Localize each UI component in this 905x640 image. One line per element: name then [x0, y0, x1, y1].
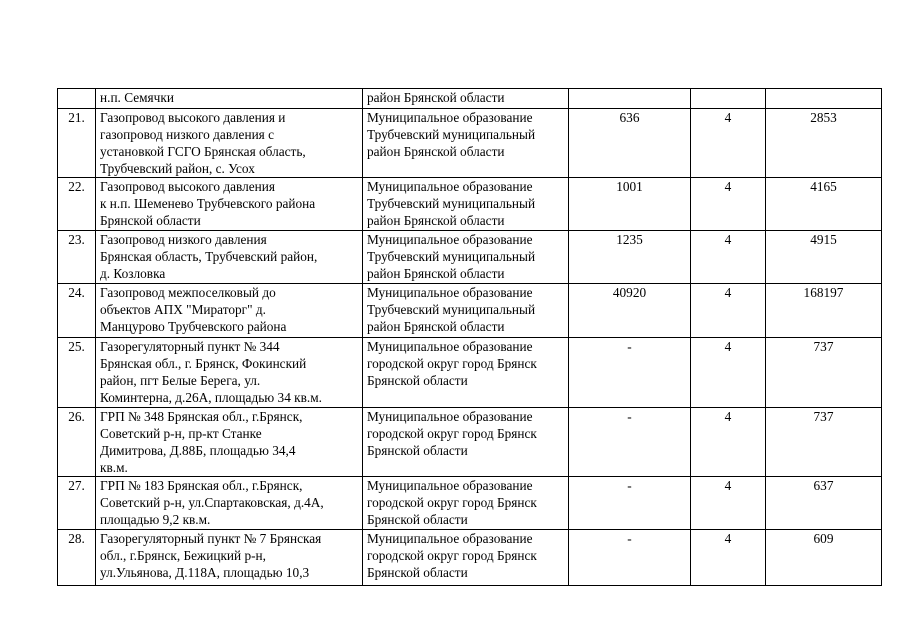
owner-name-cell	[363, 284, 569, 338]
owner-name: Муниципальное образование Трубчевский муниципальный район Брянской области	[367, 285, 536, 334]
table-row	[58, 338, 882, 408]
facility-name: Газопровод высокого давления и газопровод низкого давления с установкой ГСГО Брянская область, Трубчевский район, с. Усох	[100, 110, 306, 176]
length-value-cell	[569, 178, 691, 231]
length-value-cell	[569, 109, 691, 178]
category-value-cell	[691, 231, 766, 284]
category-value: 4	[724, 531, 732, 546]
table-row	[58, 477, 882, 530]
amount-value: 637	[813, 478, 834, 493]
row-number-cell	[58, 178, 96, 231]
row-number: 26.	[68, 409, 85, 424]
facility-name: Газопровод низкого давления Брянская область, Трубчевский район, д. Козловка	[100, 232, 318, 281]
owner-name-cell	[363, 477, 569, 530]
length-value-cell	[569, 408, 691, 477]
amount-value-cell	[766, 477, 882, 530]
row-number-cell	[58, 338, 96, 408]
amount-value: 737	[813, 339, 834, 354]
facility-name: Газорегуляторный пункт № 344 Брянская обл., г. Брянск, Фокинский район, пгт Белые Берега, ул. Коминтерна, д.26А, площадью 34 кв.м.	[100, 339, 322, 405]
length-value-cell	[569, 284, 691, 338]
row-number-cell	[58, 109, 96, 178]
row-number: 24.	[68, 285, 85, 300]
row-number-cell	[58, 530, 96, 586]
category-value-cell	[691, 89, 766, 109]
owner-name-cell	[363, 530, 569, 586]
category-value-cell	[691, 178, 766, 231]
category-value: 4	[724, 179, 732, 194]
owner-name: Муниципальное образование Трубчевский муниципальный район Брянской области	[367, 110, 536, 159]
table-row	[58, 231, 882, 284]
category-value-cell	[691, 477, 766, 530]
row-number: 25.	[68, 339, 85, 354]
table-row	[58, 109, 882, 178]
owner-name: Муниципальное образование городской округ город Брянск Брянской области	[367, 478, 537, 527]
length-value-cell	[569, 89, 691, 109]
facility-name-cell	[96, 109, 363, 178]
category-value: 4	[724, 478, 732, 493]
length-value-cell	[569, 530, 691, 586]
owner-name-cell	[363, 109, 569, 178]
category-value-cell	[691, 408, 766, 477]
amount-value-cell	[766, 408, 882, 477]
table-row	[58, 408, 882, 477]
table-row	[58, 530, 882, 586]
facility-name-cell	[96, 530, 363, 586]
amount-value-cell	[766, 284, 882, 338]
row-number: 27.	[68, 478, 85, 493]
category-value-cell	[691, 530, 766, 586]
length-value-cell	[569, 231, 691, 284]
table-row	[58, 178, 882, 231]
facility-name-cell	[96, 89, 363, 109]
table-row	[58, 284, 882, 338]
row-number-cell	[58, 408, 96, 477]
amount-value: 609	[813, 531, 834, 546]
facility-name-cell	[96, 284, 363, 338]
owner-name: Муниципальное образование городской округ город Брянск Брянской области	[367, 531, 537, 580]
category-value: 4	[724, 232, 732, 247]
amount-value: 4915	[810, 232, 837, 247]
amount-value: 2853	[810, 110, 837, 125]
facility-name-cell	[96, 231, 363, 284]
facility-name: Газопровод высокого давления к н.п. Шеменево Трубчевского района Брянской области	[100, 179, 316, 228]
amount-value: 737	[813, 409, 834, 424]
owner-name: Муниципальное образование Трубчевский муниципальный район Брянской области	[367, 232, 536, 281]
length-value: -	[627, 478, 632, 493]
row-number: 21.	[68, 110, 85, 125]
row-number-cell	[58, 284, 96, 338]
amount-value: 4165	[810, 179, 837, 194]
length-value: -	[627, 531, 632, 546]
table-row	[58, 89, 882, 109]
amount-value-cell	[766, 231, 882, 284]
owner-name-cell	[363, 231, 569, 284]
row-number-cell	[58, 89, 96, 109]
amount-value: 168197	[803, 285, 844, 300]
category-value: 4	[724, 339, 732, 354]
owner-name-cell	[363, 178, 569, 231]
facility-name-cell	[96, 178, 363, 231]
length-value: 1001	[616, 179, 643, 194]
length-value-cell	[569, 477, 691, 530]
amount-value-cell	[766, 338, 882, 408]
owner-name-cell	[363, 89, 569, 109]
owner-name: Муниципальное образование городской округ город Брянск Брянской области	[367, 339, 537, 388]
amount-value-cell	[766, 178, 882, 231]
facility-name: н.п. Семячки	[100, 90, 174, 105]
owner-name-cell	[363, 338, 569, 408]
amount-value-cell	[766, 530, 882, 586]
category-value-cell	[691, 284, 766, 338]
length-value: -	[627, 409, 632, 424]
category-value: 4	[724, 285, 732, 300]
category-value-cell	[691, 109, 766, 178]
row-number: 28.	[68, 531, 85, 546]
owner-name-cell	[363, 408, 569, 477]
facility-name-cell	[96, 477, 363, 530]
facility-name: ГРП № 183 Брянская обл., г.Брянск, Советский р-н, ул.Спартаковская, д.4А, площадью 9,2 кв.м.	[100, 478, 324, 527]
owner-name: район Брянской области	[367, 90, 505, 105]
length-value: -	[627, 339, 632, 354]
amount-value-cell	[766, 109, 882, 178]
category-value: 4	[724, 110, 732, 125]
facility-name: Газопровод межпоселковый до объектов АПХ "Мираторг" д. Манцурово Трубчевского района	[100, 285, 287, 334]
owner-name: Муниципальное образование Трубчевский муниципальный район Брянской области	[367, 179, 536, 228]
length-value-cell	[569, 338, 691, 408]
category-value-cell	[691, 338, 766, 408]
row-number-cell	[58, 231, 96, 284]
category-value: 4	[724, 409, 732, 424]
length-value: 40920	[612, 285, 647, 300]
facility-name: Газорегуляторный пункт № 7 Брянская обл., г.Брянск, Бежицкий р-н, ул.Ульянова, Д.118А, площадью 10,3	[100, 531, 322, 580]
length-value: 636	[619, 110, 640, 125]
table-body	[58, 89, 882, 586]
facility-name-cell	[96, 408, 363, 477]
length-value: 1235	[616, 232, 643, 247]
facility-name: ГРП № 348 Брянская обл., г.Брянск, Советский р-н, пр-кт Станке Димитрова, Д.88Б, площадью 34,4 кв.м.	[100, 409, 303, 475]
owner-name: Муниципальное образование городской округ город Брянск Брянской области	[367, 409, 537, 458]
gas-facilities-table	[57, 88, 882, 586]
row-number: 22.	[68, 179, 85, 194]
row-number-cell	[58, 477, 96, 530]
row-number: 23.	[68, 232, 85, 247]
amount-value-cell	[766, 89, 882, 109]
facility-name-cell	[96, 338, 363, 408]
